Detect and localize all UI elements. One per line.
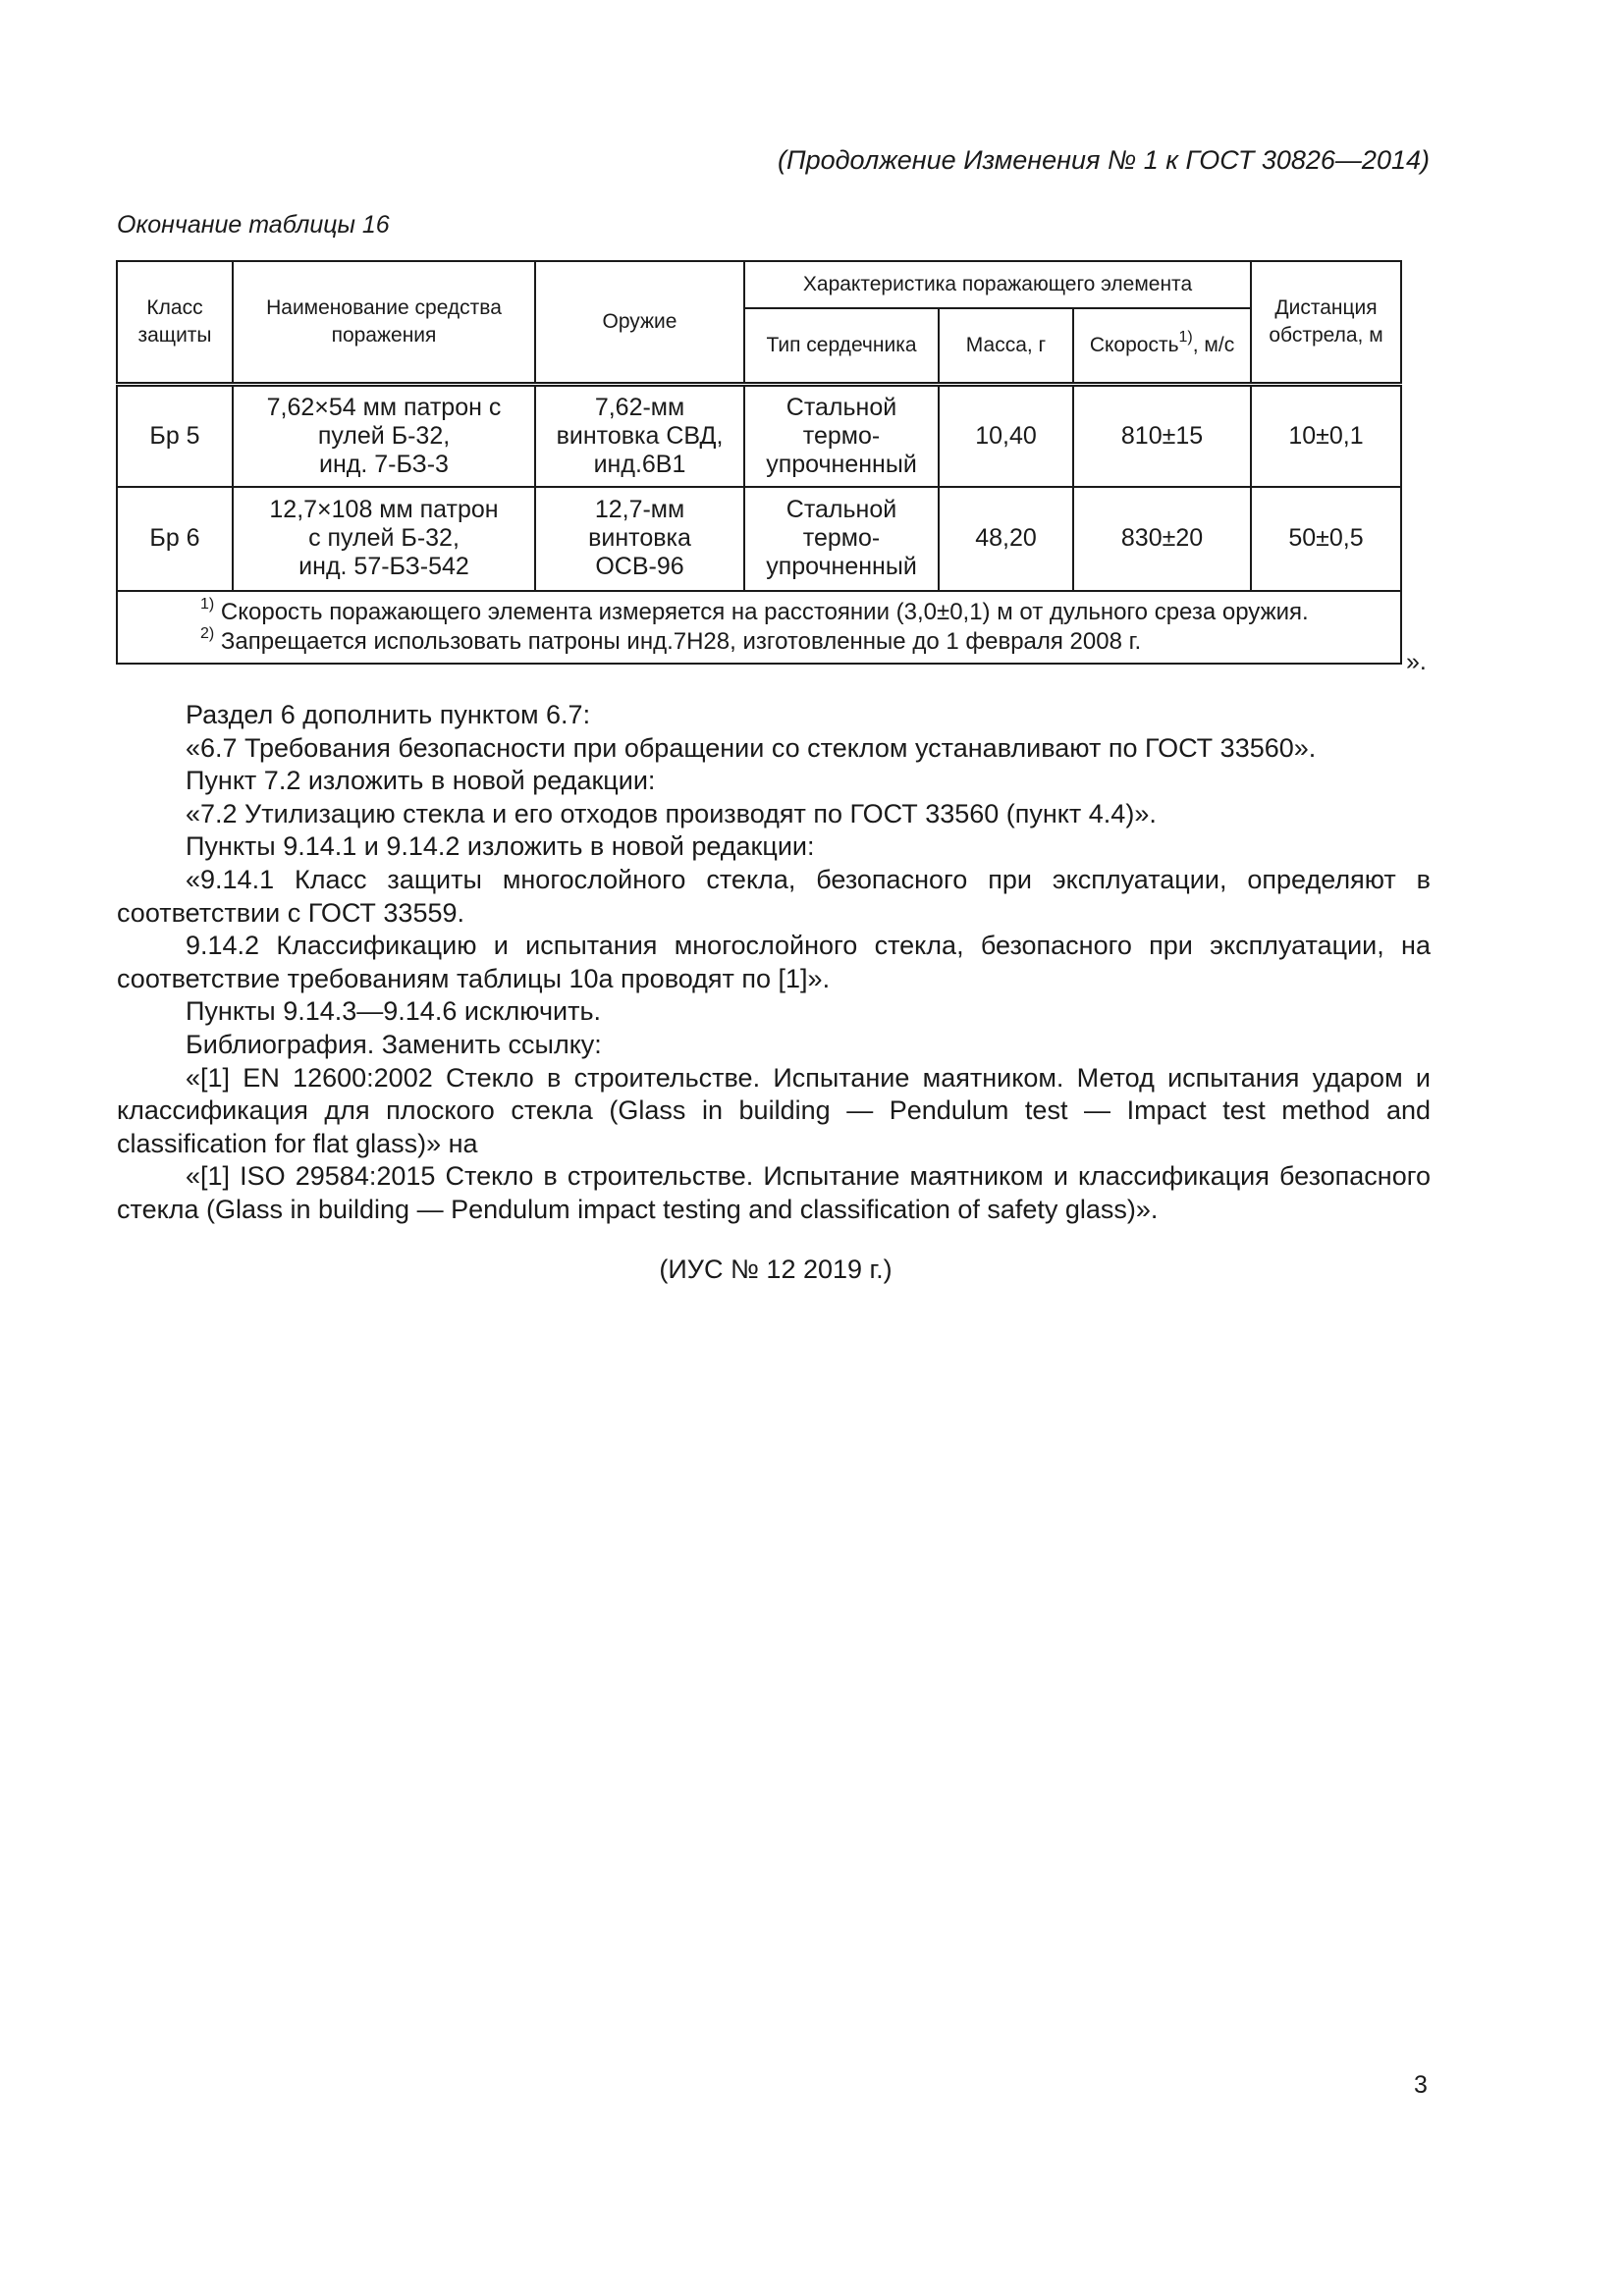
paragraph: Пункт 7.2 изложить в новой редакции:: [186, 766, 656, 796]
cell-core: [744, 487, 939, 591]
cell-means: [233, 487, 535, 591]
page-number: 3: [1414, 2071, 1428, 2099]
footnote: [200, 624, 1388, 657]
table-footnotes-row: [117, 591, 1401, 664]
running-title: (Продолжение Изменения № 1 к ГОСТ 30826—2014): [778, 145, 1430, 175]
cell-line: Стальной: [785, 393, 897, 421]
footnote-mark: 2): [200, 624, 215, 642]
header-class: Класс защиты: [117, 261, 233, 385]
header-element-group: Характеристика поражающего элемента: [744, 261, 1251, 308]
cell-core: [744, 385, 939, 487]
cell-class: Бр 5: [117, 385, 233, 487]
ius-reference: (ИУС № 12 2019 г.): [659, 1255, 893, 1284]
cell-line: Стальной: [785, 496, 897, 523]
cell-distance: 50±0,5: [1251, 487, 1401, 591]
cell-line: 7,62-мм: [594, 393, 685, 421]
footnote-text: Запрещается использовать патроны инд.7Н28, изготовленные до 1 февраля 2008 г.: [214, 627, 1142, 655]
paragraph: Раздел 6 дополнить пунктом 6.7:: [186, 700, 591, 729]
header-weapon: Оружие: [535, 261, 744, 385]
header-means: Наименование средства поражения: [233, 261, 535, 385]
cell-line: винтовка СВД,: [556, 421, 724, 450]
cell-line: 7,62×54 мм патрон с: [266, 393, 502, 421]
amendment-text: [117, 699, 1431, 1227]
paragraph: «[1] EN 12600:2002 Стекло в строительстве. Испытание маятником. Метод испытания ударом и классификация для плоского стекла (Glass in building — Pendulum test — Impact test method and classification for flat glass)» на: [117, 1062, 1431, 1158]
cell-line: с пулей Б-32,: [308, 524, 460, 552]
cell-mass: 48,20: [939, 487, 1073, 591]
table-footnotes: [117, 591, 1401, 664]
cell-line: 12,7×108 мм патрон: [269, 496, 499, 523]
footnote: [200, 595, 1388, 627]
cell-distance: 10±0,1: [1251, 385, 1401, 487]
paragraph: «7.2 Утилизацию стекла и его отходов производят по ГОСТ 33560 (пункт 4.4)».: [186, 798, 1157, 828]
cell-line: инд.6В1: [593, 450, 686, 478]
cell-speed: 830±20: [1073, 487, 1251, 591]
header-mass: Масса, г: [939, 308, 1073, 385]
cell-line: инд. 7-БЗ-3: [319, 450, 449, 478]
footnote-mark: 1): [200, 595, 215, 613]
cell-line: термо-: [802, 524, 881, 552]
paragraph: Пункты 9.14.3—9.14.6 исключить.: [186, 996, 602, 1027]
cell-line: пулей Б-32,: [317, 421, 451, 450]
paragraph: Библиография. Заменить ссылку:: [186, 1029, 602, 1059]
header-speed-label: Скорость: [1089, 334, 1179, 356]
cell-class: Бр 6: [117, 487, 233, 591]
table-caption: Окончание таблицы 16: [117, 211, 390, 239]
cell-mass: 10,40: [939, 385, 1073, 487]
cell-means: [233, 385, 535, 487]
cell-line: упрочненный: [766, 450, 917, 478]
header-speed: [1073, 308, 1251, 385]
header-speed-unit: , м/с: [1192, 334, 1235, 356]
paragraph: «6.7 Требования безопасности при обращении со стеклом устанавливают по ГОСТ 33560».: [186, 732, 1317, 763]
footnote-text: Скорость поражающего элемента измеряется на расстоянии (3,0±0,1) м от дульного среза оружия.: [214, 598, 1309, 625]
paragraph: 9.14.2 Классификацию и испытания многослойного стекла, безопасного при эксплуатации, на соответствие требованиям таблицы 10а проводят по [1]».: [117, 931, 1431, 993]
cell-line: инд. 57-БЗ-542: [298, 553, 469, 580]
table-row: [117, 487, 1401, 591]
cell-weapon: [535, 385, 744, 487]
cell-line: 12,7-мм: [594, 496, 685, 523]
cell-line: винтовка: [588, 524, 691, 552]
header-core: Тип сердечника: [744, 308, 939, 385]
paragraph: «9.14.1 Класс защиты многослойного стекла, безопасного при эксплуатации, определяют в соответствии с ГОСТ 33559.: [117, 864, 1431, 928]
paragraph: «[1] ISO 29584:2015 Стекло в строительстве. Испытание маятником и классификация безопасного стекла (Glass in building — Pendulum impact testing and classification of safety glass)».: [117, 1161, 1431, 1224]
cell-line: упрочненный: [766, 553, 917, 580]
protection-class-table: [116, 260, 1402, 665]
paragraph: Пункты 9.14.1 и 9.14.2 изложить в новой редакции:: [186, 831, 815, 862]
table-closing-quote: ».: [1406, 648, 1427, 675]
cell-weapon: [535, 487, 744, 591]
cell-line: термо-: [802, 421, 881, 450]
cell-speed: 810±15: [1073, 385, 1251, 487]
table-row: [117, 385, 1401, 487]
header-distance: Дистанция обстрела, м: [1251, 261, 1401, 385]
header-speed-footnote-mark: 1): [1178, 329, 1193, 346]
cell-line: ОСВ-96: [595, 553, 684, 580]
